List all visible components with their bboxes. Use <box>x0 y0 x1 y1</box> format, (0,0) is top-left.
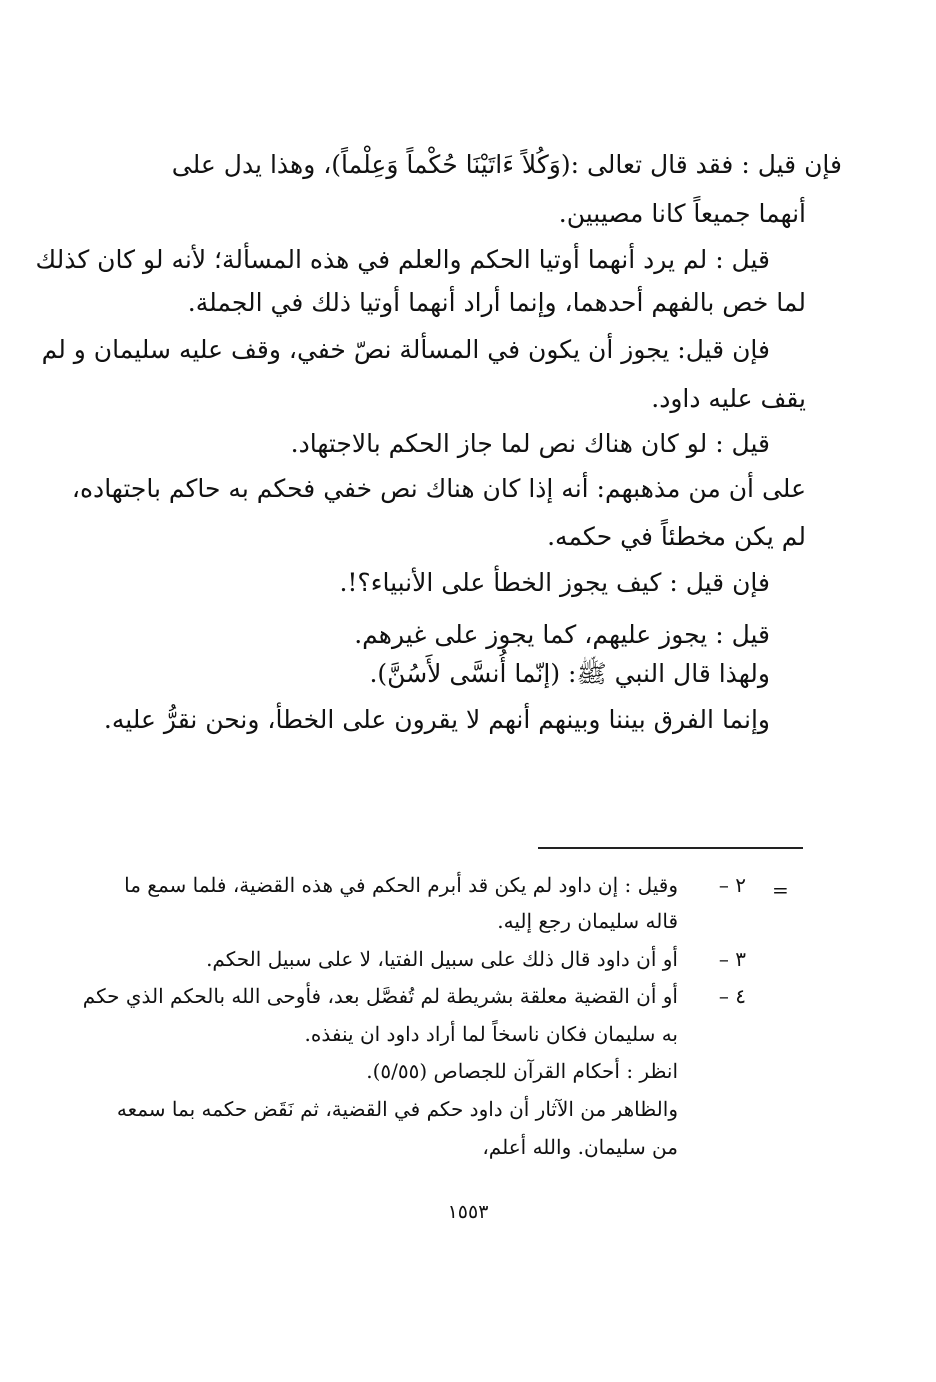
footnote-line: أو أن داود قال ذلك على سبيل الفتيا، لا على سبيل الحكم. <box>206 947 678 971</box>
text-line: لما خص بالفهم أحدهما، وإنما أراد أنهما أوتيا ذلك في الجملة. <box>187 288 806 317</box>
text-line: فإن قيل : فقد قال تعالى :(وَكُلاً ءَاتَيْنَا حُكْماً وَعِلْماً)، وهذا يدل على <box>171 150 842 179</box>
footnote-divider <box>538 847 803 849</box>
footnote-number: ٢ – <box>718 873 746 897</box>
text-line: أنهما جميعاً كانا مصيبين. <box>558 199 806 228</box>
text-line: على أن من مذهبهم: أنه إذا كان هناك نص خفي فحكم به حاكم باجتهاده، <box>71 474 806 503</box>
footnote-number: ٤ – <box>718 984 746 1008</box>
footnote-number: ٣ – <box>718 947 746 971</box>
text-line: ولهذا قال النبي ﷺ: (إنّما أُنسَّى لأَسُنَّ). <box>369 659 770 688</box>
footnote-line: به سليمان فكان ناسخاً لما أراد داود ان ينفذه. <box>304 1022 678 1046</box>
text-line: وإنما الفرق بيننا وبينهم أنهم لا يقرون على الخطأ، ونحن نقرُّ عليه. <box>103 705 770 734</box>
footnote-continuation-mark: = <box>772 878 789 902</box>
footnote-line: وقيل : إن داود لم يكن قد أبرم الحكم في هذه القضية، فلما سمع ما <box>124 873 678 897</box>
footnote-line: من سليمان. والله أعلم، <box>482 1135 678 1159</box>
footnote-line: انظر : أحكام القرآن للجصاص (٥/٥٥). <box>366 1059 678 1083</box>
footnote-line: أو أن القضية معلقة بشريطة لم تُفصَّل بعد، فأوحى الله بالحكم الذي حكم <box>82 984 678 1008</box>
page-number: ١٥٥٣ <box>447 1201 489 1223</box>
text-line: لم يكن مخطئاً في حكمه. <box>547 522 806 551</box>
text-line: قيل : لو كان هناك نص لما جاز الحكم بالاجتهاد. <box>290 429 770 458</box>
text-line: قيل : يجوز عليهم، كما يجوز على غيرهم. <box>354 620 770 649</box>
text-line: فإن قيل: يجوز أن يكون في المسألة نصّ خفي، وقف عليه سليمان و لم <box>41 335 770 364</box>
text-line: يقف عليه داود. <box>651 384 806 413</box>
footnote-line: والظاهر من الآثار أن داود حكم في القضية، ثم نَقَض حكمه بما سمعه <box>116 1097 678 1121</box>
footnote-line: قاله سليمان رجع إليه. <box>497 909 678 933</box>
text-line: فإن قيل : كيف يجوز الخطأ على الأنبياء؟!. <box>339 568 770 597</box>
text-line: قيل : لم يرد أنهما أوتيا الحكم والعلم في هذه المسألة؛ لأنه لو كان كذلك <box>35 245 770 274</box>
